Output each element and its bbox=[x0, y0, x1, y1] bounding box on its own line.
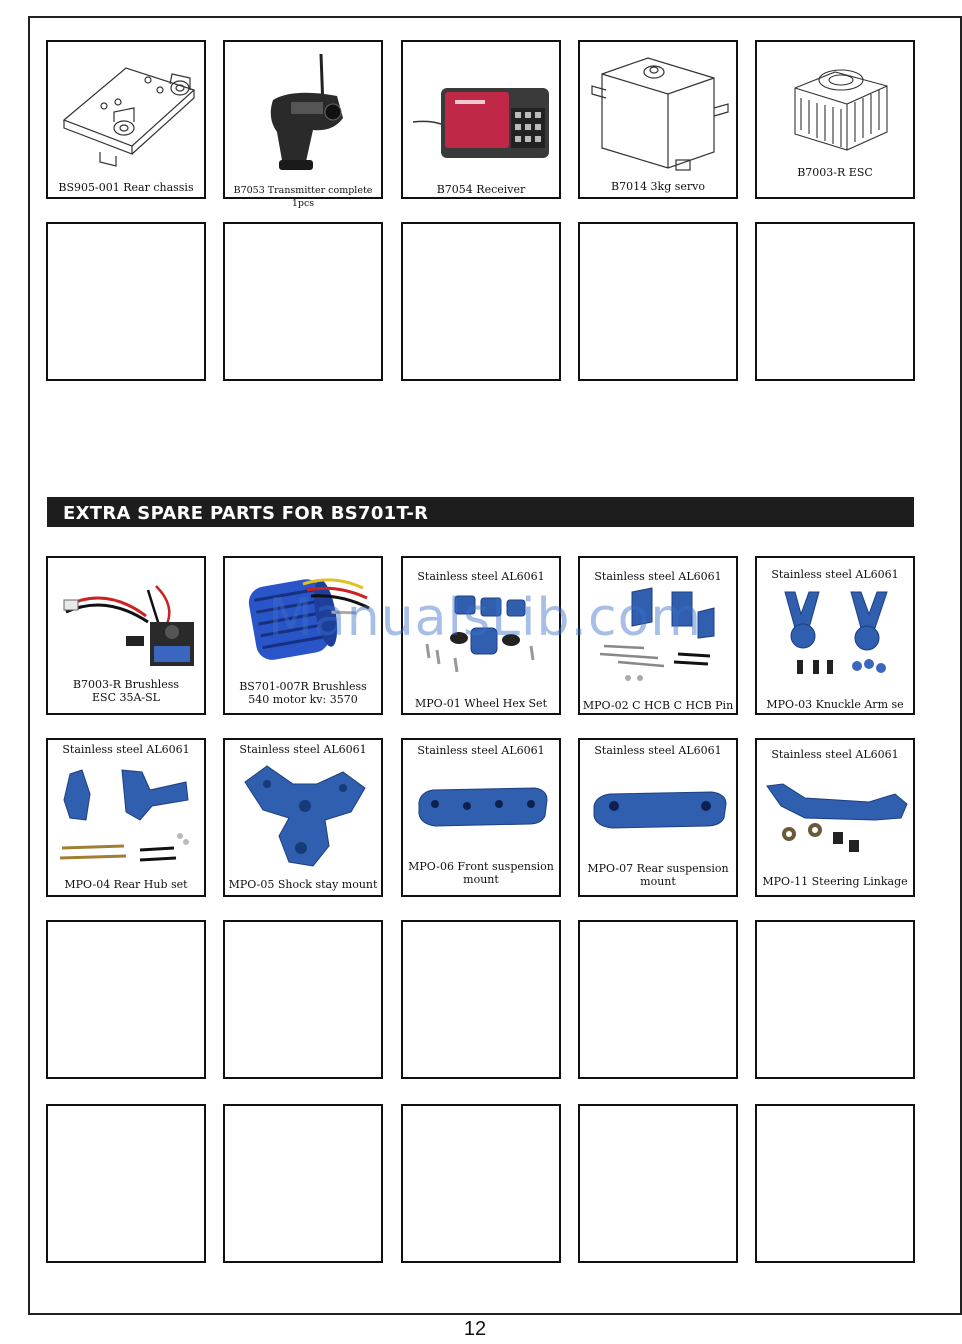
part-caption: BS701-007R Brushless 540 motor kv: 3570 bbox=[239, 680, 367, 706]
material-heading: Stainless steel AL6061 bbox=[62, 743, 190, 756]
servo-drawing-icon bbox=[588, 48, 732, 176]
part-caption: BS905-001 Rear chassis bbox=[58, 181, 194, 194]
empty-cell bbox=[578, 920, 738, 1079]
material-heading: Stainless steel AL6061 bbox=[417, 570, 545, 583]
shock-stay-photo-icon bbox=[233, 762, 377, 874]
page-number: 12 bbox=[463, 1318, 487, 1340]
part-cell-steering-linkage bbox=[755, 738, 915, 897]
empty-cell bbox=[46, 222, 206, 381]
part-cell-shock-stay bbox=[223, 738, 383, 897]
empty-cell bbox=[46, 920, 206, 1079]
knuckle-arm-photo-icon bbox=[765, 584, 909, 690]
empty-cell bbox=[46, 1104, 206, 1263]
front-suspension-mount-photo-icon bbox=[411, 780, 555, 840]
empty-cell bbox=[578, 222, 738, 381]
part-caption: MPO-04 Rear Hub set bbox=[64, 878, 188, 891]
part-cell-knuckle-arm bbox=[755, 556, 915, 715]
empty-cell bbox=[401, 1104, 561, 1263]
empty-cell bbox=[223, 1104, 383, 1263]
part-caption: B7014 3kg servo bbox=[610, 180, 706, 193]
part-cell-rear-suspension-mount bbox=[578, 738, 738, 897]
material-heading: Stainless steel AL6061 bbox=[771, 568, 899, 581]
section-title: EXTRA SPARE PARTS FOR BS701T-R bbox=[63, 503, 429, 524]
empty-cell bbox=[755, 222, 915, 381]
esc-drawing-icon bbox=[765, 58, 909, 156]
brushless-esc-photo-icon bbox=[56, 576, 200, 680]
steering-linkage-photo-icon bbox=[765, 776, 909, 866]
part-cell-esc bbox=[755, 40, 915, 199]
part-caption: MPO-02 C HCB C HCB Pin bbox=[582, 699, 734, 712]
transmitter-photo-icon bbox=[233, 48, 377, 178]
empty-cell bbox=[755, 920, 915, 1079]
material-heading: Stainless steel AL6061 bbox=[239, 743, 367, 756]
rear-suspension-mount-photo-icon bbox=[588, 782, 732, 842]
part-cell-transmitter bbox=[223, 40, 383, 209]
material-heading: Stainless steel AL6061 bbox=[417, 744, 545, 757]
empty-cell bbox=[401, 222, 561, 381]
part-caption: MPO-03 Knuckle Arm se bbox=[766, 698, 904, 711]
empty-cell bbox=[578, 1104, 738, 1263]
rear-chassis-drawing-icon bbox=[56, 50, 200, 180]
watermark: ManualsLib.com bbox=[268, 588, 703, 648]
part-cell-servo bbox=[578, 40, 738, 199]
part-caption: MPO-01 Wheel Hex Set bbox=[415, 697, 547, 710]
part-cell-front-suspension-mount bbox=[401, 738, 561, 897]
empty-cell bbox=[223, 920, 383, 1079]
material-heading: Stainless steel AL6061 bbox=[771, 748, 899, 761]
part-caption: MPO-11 Steering Linkage bbox=[762, 875, 908, 888]
section-banner bbox=[47, 497, 914, 527]
part-caption: MPO-05 Shock stay mount bbox=[228, 878, 378, 891]
empty-cell bbox=[755, 1104, 915, 1263]
part-caption: B7003-R ESC bbox=[797, 166, 873, 179]
part-cell-brushless-esc bbox=[46, 556, 206, 715]
material-heading: Stainless steel AL6061 bbox=[594, 570, 722, 583]
material-heading: Stainless steel AL6061 bbox=[594, 744, 722, 757]
part-caption: B7003-R Brushless ESC 35A-SL bbox=[72, 678, 180, 704]
part-cell-rear-hub bbox=[46, 738, 206, 897]
empty-cell bbox=[401, 920, 561, 1079]
part-cell-rear-chassis bbox=[46, 40, 206, 199]
part-caption: MPO-06 Front suspension mount bbox=[408, 860, 554, 886]
part-caption: B7053 Transmitter complete 1pcs bbox=[233, 185, 373, 209]
empty-cell bbox=[223, 222, 383, 381]
part-caption: MPO-07 Rear suspension mount bbox=[587, 862, 729, 888]
part-cell-receiver bbox=[401, 40, 561, 199]
receiver-photo-icon bbox=[411, 72, 555, 172]
part-caption: B7054 Receiver bbox=[436, 183, 526, 196]
rear-hub-photo-icon bbox=[56, 760, 200, 868]
